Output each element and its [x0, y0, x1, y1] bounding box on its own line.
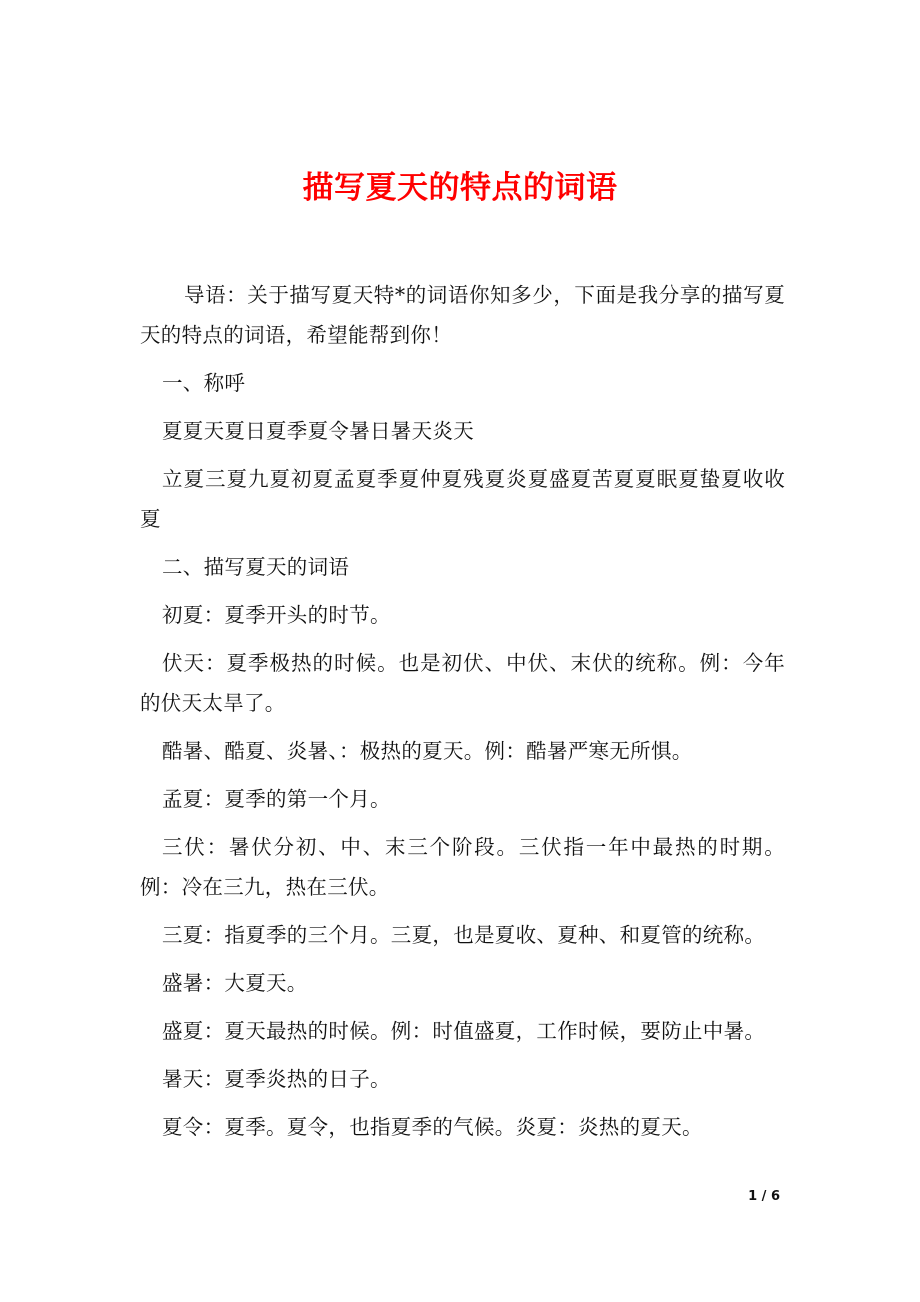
term-shengxia: 盛夏：夏天最热的时候。例：时值盛夏，工作时候，要防止中暑。	[162, 1019, 766, 1043]
term-shutian: 暑天：夏季炎热的日子。	[162, 1067, 391, 1091]
names-list-1: 夏夏天夏日夏季夏令暑日暑天炎天	[162, 419, 474, 443]
term-kushu: 酷暑、酷夏、炎暑、：极热的夏天。例：酷暑严寒无所惧。	[162, 739, 693, 763]
term-shengshu: 盛暑：大夏天。	[162, 971, 308, 995]
names-list-2: 立夏三夏九夏初夏孟夏季夏仲夏残夏炎夏盛夏苦夏夏眠夏蛰夏收收夏	[140, 467, 785, 531]
term-futian: 伏天：夏季极热的时候。也是初伏、中伏、末伏的统称。例：今年的伏天太旱了。	[140, 651, 785, 715]
term-mengxia: 孟夏：夏季的第一个月。	[162, 787, 391, 811]
section-heading-words: 二、描写夏天的词语	[162, 555, 350, 579]
section-heading-names: 一、称呼	[162, 371, 246, 395]
page-number: 1 / 6	[748, 1189, 780, 1204]
term-xialing: 夏令：夏季。夏令，也指夏季的气候。炎夏：炎热的夏天。	[162, 1115, 703, 1139]
document-body	[140, 275, 785, 1155]
term-sanfu: 三伏：暑伏分初、中、末三个阶段。三伏指一年中最热的时期。例：冷在三九，热在三伏。	[140, 835, 785, 899]
document-title: 描写夏天的特点的词语	[302, 169, 618, 206]
intro-paragraph: 导语：关于描写夏天特*的词语你知多少，下面是我分享的描写夏天的特点的词语，希望能帮到你！	[140, 283, 785, 347]
term-sanxia: 三夏：指夏季的三个月。三夏，也是夏收、夏种、和夏管的统称。	[162, 923, 766, 947]
term-chuxia: 初夏：夏季开头的时节。	[162, 603, 391, 627]
